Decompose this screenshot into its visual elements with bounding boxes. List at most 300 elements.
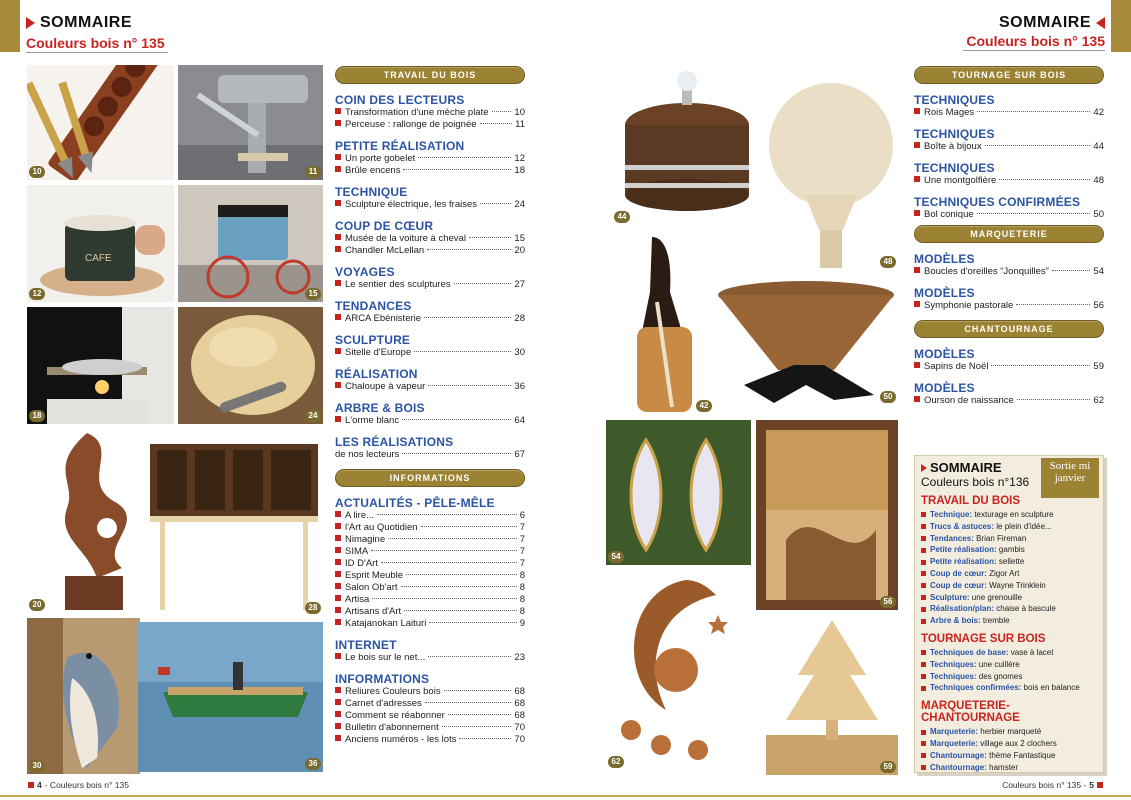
red-square-icon — [335, 687, 341, 693]
photo-abstract-sculpture — [27, 428, 147, 613]
next-issue-entry-value: hamster — [989, 762, 1019, 772]
toc-entry[interactable] — [335, 153, 525, 165]
toc-entry-page: 8 — [519, 606, 525, 617]
next-issue-entry-value: bois en balance — [1023, 683, 1080, 693]
colon-separator: : — [994, 545, 999, 555]
next-issue-entry-value: tremble — [982, 616, 1010, 626]
toc-section-title: RÉALISATION — [335, 367, 418, 381]
toc-entry[interactable] — [335, 245, 525, 257]
dot-leader — [977, 111, 1090, 112]
toc-entry[interactable] — [335, 522, 525, 534]
photo-page-number: 11 — [305, 166, 321, 178]
next-issue-entry-key: Techniques — [930, 659, 974, 669]
toc-section-title: INFORMATIONS — [335, 672, 430, 686]
toc-entry[interactable] — [335, 570, 525, 582]
photo-carving — [178, 307, 323, 424]
banner-marqueterie: MARQUETERIE — [914, 225, 1104, 243]
toc-section-title: SCULPTURE — [335, 333, 411, 347]
toc-entry[interactable] — [335, 510, 525, 522]
toc-section — [914, 127, 1104, 153]
next-issue-entry-key: Marqueterie — [930, 738, 976, 748]
toc-entry[interactable] — [335, 233, 525, 245]
photo-page-number: 42 — [696, 400, 712, 412]
photo-page-number: 20 — [29, 599, 45, 611]
toc-entry-page: 54 — [1093, 266, 1104, 277]
toc-entry-page: 20 — [514, 245, 525, 256]
next-issue-entry-key: Techniques — [930, 671, 974, 681]
toc-entry-page: 36 — [514, 381, 525, 392]
toc-entry-page: 67 — [514, 449, 525, 460]
header-rule — [963, 50, 1105, 51]
next-issue-entry-key: Techniques de base — [930, 647, 1006, 657]
toc-entry-label: A lire... — [345, 510, 375, 521]
dot-leader — [404, 610, 517, 611]
toc-entry[interactable] — [335, 722, 525, 734]
photo-page-number: 59 — [880, 761, 896, 773]
toc-entry[interactable] — [914, 107, 1104, 119]
dot-leader — [977, 213, 1091, 214]
toc-entry-page: 50 — [1093, 209, 1104, 220]
red-square-icon — [921, 741, 926, 746]
toc-section — [914, 195, 1104, 221]
toc-entry-label: SIMA — [345, 546, 369, 557]
toc-entry-page: 7 — [519, 522, 525, 533]
colon-separator: : — [973, 671, 979, 681]
toc-entry-label: Carnet d'adresses — [345, 698, 422, 709]
red-square-icon — [914, 210, 920, 216]
dot-leader — [448, 714, 512, 715]
next-issue-entry-key: Coup de cœur — [930, 568, 985, 578]
next-issue-entry-value: herbier marqueté — [980, 727, 1042, 737]
toc-section-title: TENDANCES — [335, 299, 412, 313]
toc-entry[interactable] — [335, 381, 525, 393]
toc-entry[interactable] — [335, 279, 525, 291]
banner-tournage-sur-bois: TOURNAGE SUR BOIS — [914, 66, 1104, 84]
toc-section — [335, 93, 525, 131]
toc-entry[interactable] — [914, 175, 1104, 187]
next-issue-title: SOMMAIRE — [930, 460, 1002, 475]
toc-entry[interactable] — [914, 266, 1104, 278]
toc-entry-label: de nos lecteurs — [335, 449, 400, 460]
toc-entry-page: 56 — [1093, 300, 1104, 311]
toc-section — [914, 161, 1104, 187]
red-arrow-icon — [26, 17, 35, 29]
red-square-icon — [921, 686, 926, 691]
photo-page-number: 48 — [880, 256, 896, 268]
photo-page-number: 30 — [29, 760, 45, 772]
left-page-header — [26, 14, 168, 53]
toc-entry-label: Boîte à bijoux — [924, 141, 982, 152]
right-footer — [1002, 780, 1103, 790]
red-square-icon — [335, 619, 341, 625]
next-issue-entry — [921, 682, 1097, 694]
next-issue-entry — [921, 580, 1097, 592]
toc-section — [335, 333, 525, 359]
red-square-icon — [335, 246, 341, 252]
red-square-icon — [335, 607, 341, 613]
toc-entry[interactable] — [335, 734, 525, 746]
toc-entry-page: 62 — [1093, 395, 1104, 406]
toc-entry[interactable] — [335, 546, 525, 558]
photo-nuthatch — [27, 618, 140, 774]
photo-page-number: 10 — [29, 166, 45, 178]
photo-cabinet — [145, 436, 323, 616]
dot-leader — [402, 419, 511, 420]
colon-separator: : — [994, 557, 999, 567]
dot-leader — [372, 598, 516, 599]
next-issue-group-title: TOURNAGE SUR BOIS — [921, 632, 1046, 645]
red-square-icon — [921, 571, 926, 576]
dot-leader — [427, 249, 511, 250]
red-square-icon — [914, 301, 920, 307]
next-issue-box — [914, 455, 1104, 773]
red-square-icon — [921, 650, 926, 655]
dot-leader — [991, 365, 1090, 366]
red-square-icon — [335, 416, 341, 422]
right-header-title: SOMMAIRE — [999, 14, 1091, 31]
toc-section-title: ACTUALITÉS - PÊLE-MÊLE — [335, 496, 495, 510]
next-issue-entry — [921, 762, 1097, 774]
toc-entry[interactable] — [335, 698, 525, 710]
right-header-subtitle: Couleurs bois n° 135 — [966, 33, 1105, 49]
next-issue-entry-value: texturage en sculpture — [974, 510, 1054, 519]
red-square-icon — [335, 653, 341, 659]
toc-section-title: VOYAGES — [335, 265, 395, 279]
toc-entry-page: 8 — [519, 570, 525, 581]
toc-entry-page: 11 — [515, 119, 525, 130]
next-issue-subtitle: Couleurs bois n°136 — [921, 475, 1030, 489]
next-issue-groups — [921, 495, 1097, 773]
photo-page-number: 12 — [29, 288, 45, 300]
toc-left-sections-2 — [335, 496, 525, 746]
toc-section-title: MODÈLES — [914, 347, 975, 361]
colon-separator: : — [984, 580, 990, 590]
next-issue-entry-key: Petite réalisation — [930, 557, 995, 567]
dot-leader — [381, 562, 517, 563]
toc-entry-label: Sculpture électrique, les fraises — [345, 199, 478, 210]
next-issue-entry-key: Marqueterie — [930, 727, 976, 737]
red-square-icon — [335, 595, 341, 601]
toc-entry-label: Artisa — [345, 594, 370, 605]
red-arrow-icon — [921, 464, 927, 472]
next-issue-entry-value: Wayne Trinklein — [989, 580, 1046, 590]
red-square-icon — [914, 267, 920, 273]
dot-leader — [459, 738, 511, 739]
next-issue-entry — [921, 659, 1097, 671]
red-square-icon — [335, 571, 341, 577]
banner-travail-du-bois: TRAVAIL DU BOIS — [335, 66, 525, 84]
toc-entry[interactable] — [335, 582, 525, 594]
toc-section-title: INTERNET — [335, 638, 397, 652]
next-issue-entry-key: Technique — [930, 510, 970, 519]
banner-informations: INFORMATIONS — [335, 469, 525, 487]
toc-entry[interactable] — [335, 652, 525, 664]
photo-steam-boat — [138, 622, 323, 772]
toc-entry-label: Salon Ob'art — [345, 582, 398, 593]
photo-page-number: 54 — [608, 551, 624, 563]
red-square-icon — [914, 362, 920, 368]
dot-leader — [388, 538, 517, 539]
next-issue-entry — [921, 671, 1097, 683]
red-square-icon — [921, 548, 926, 553]
banner-chantournage: CHANTOURNAGE — [914, 320, 1104, 338]
next-issue-entry-key: Trucs & astuces — [930, 521, 992, 531]
left-page-number: 4 — [37, 780, 42, 790]
toc-left-sections-1 — [335, 93, 525, 461]
toc-section — [335, 139, 525, 177]
next-issue-entry-value: chaise à bascule — [996, 604, 1056, 614]
red-square-icon — [914, 176, 920, 182]
toc-entry[interactable] — [335, 686, 525, 698]
toc-right-sections-1 — [914, 93, 1104, 221]
photo-drill-bits — [27, 65, 174, 180]
toc-entry[interactable] — [335, 594, 525, 606]
colon-separator: : — [975, 727, 981, 737]
photo-page-number: 15 — [305, 288, 321, 300]
next-issue-entry-value: sellette — [998, 557, 1025, 567]
toc-entry[interactable] — [914, 395, 1104, 407]
photo-page-number: 56 — [880, 596, 896, 608]
dot-leader — [480, 203, 511, 204]
toc-entry-page: 68 — [514, 698, 525, 709]
toc-entry-label: Bulletin d'abonnement — [345, 722, 439, 733]
toc-entry[interactable] — [335, 119, 525, 131]
red-square-icon — [335, 735, 341, 741]
photo-drill-press — [178, 65, 323, 180]
red-square-icon — [914, 108, 920, 114]
toc-section-title: TECHNIQUES — [914, 93, 995, 107]
next-issue-entry-value: vase à lacet — [1010, 647, 1054, 657]
right-page-header — [963, 14, 1105, 51]
dot-leader — [444, 690, 512, 691]
dot-leader — [429, 622, 516, 623]
header-rule — [26, 52, 168, 53]
next-issue-entry-value: village aux 2 clochers — [980, 738, 1057, 748]
dot-leader — [428, 656, 511, 657]
toc-entry-label: Sitelle d'Europe — [345, 347, 412, 358]
dot-leader — [414, 351, 511, 352]
left-footer — [28, 780, 129, 790]
dot-leader — [454, 283, 512, 284]
next-issue-group-title: TRAVAIL DU BOIS — [921, 495, 1021, 507]
red-square-icon — [335, 699, 341, 705]
toc-entry-page: 8 — [519, 582, 525, 593]
toc-section — [335, 496, 525, 630]
red-square-icon — [921, 619, 926, 624]
right-edge-tab — [1111, 0, 1131, 52]
next-issue-entry-key: Chantournage — [930, 750, 985, 760]
next-issue-entry-key: Coup de cœur — [930, 580, 985, 590]
dot-leader — [421, 526, 517, 527]
toc-entry-label: Chandler McLellan — [345, 245, 425, 256]
dot-leader — [424, 317, 511, 318]
toc-entry-page: 64 — [514, 415, 525, 426]
red-square-icon — [335, 108, 341, 114]
toc-entry[interactable] — [335, 618, 525, 630]
photo-marquetry — [756, 420, 898, 610]
dot-leader — [1016, 304, 1090, 305]
toc-entry-page: 70 — [514, 734, 525, 745]
photo-page-number: 36 — [305, 758, 321, 770]
toc-entry-page: 9 — [519, 618, 525, 629]
toc-entry-label: Brûle encens — [345, 165, 401, 176]
toc-entry-label: l'Art au Quotidien — [345, 522, 418, 533]
toc-section — [335, 265, 525, 291]
toc-entry-page: 12 — [514, 153, 525, 164]
toc-entry-label: Chaloupe à vapeur — [345, 381, 426, 392]
red-square-icon — [335, 535, 341, 541]
toc-entry[interactable] — [335, 606, 525, 618]
next-issue-entry-value: le plein d'idée... — [996, 521, 1052, 531]
red-square-icon — [921, 560, 926, 565]
toc-section — [335, 435, 525, 461]
toc-entry-label: Esprit Meuble — [345, 570, 404, 581]
dot-leader — [985, 145, 1091, 146]
toc-entry[interactable] — [335, 449, 525, 461]
red-square-icon — [335, 280, 341, 286]
red-square-icon — [335, 547, 341, 553]
photo-magi-figure — [612, 232, 714, 414]
toc-entry-page: 6 — [519, 510, 525, 521]
photo-earrings — [606, 420, 751, 565]
red-square-icon — [921, 583, 926, 588]
next-issue-entry — [921, 750, 1097, 762]
red-square-icon — [921, 730, 926, 735]
next-issue-entry — [921, 509, 1097, 521]
dot-leader — [999, 179, 1090, 180]
red-square-icon — [335, 348, 341, 354]
toc-entry-page: 27 — [514, 279, 525, 290]
toc-entry[interactable] — [914, 300, 1104, 312]
red-square-icon — [335, 711, 341, 717]
red-square-icon — [335, 200, 341, 206]
next-issue-entry-value: Zigor Art — [989, 568, 1020, 578]
dot-leader — [1052, 270, 1091, 271]
next-issue-entry — [921, 603, 1097, 615]
toc-entry-label: Musée de la voiture à cheval — [345, 233, 466, 244]
toc-entry[interactable] — [914, 141, 1104, 153]
red-square-icon — [335, 120, 341, 126]
next-issue-entry — [921, 738, 1097, 750]
colon-separator: : — [984, 750, 990, 760]
red-square-icon — [335, 723, 341, 729]
photo-page-number: 28 — [305, 602, 321, 614]
photo-page-number: 44 — [614, 211, 630, 223]
toc-entry[interactable] — [335, 347, 525, 359]
toc-section — [335, 672, 525, 746]
next-issue-entry-key: Arbre & bois — [930, 616, 979, 626]
dot-leader — [442, 726, 512, 727]
colon-separator: : — [971, 533, 977, 543]
toc-right-column — [914, 66, 1104, 415]
toc-entry-page: 68 — [514, 686, 525, 697]
toc-entry-page: 48 — [1093, 175, 1104, 186]
red-square-icon — [921, 607, 926, 612]
toc-section-title: LES RÉALISATIONS — [335, 435, 454, 449]
toc-entry[interactable] — [914, 361, 1104, 373]
toc-entry-page: 7 — [519, 546, 525, 557]
toc-entry-page: 30 — [514, 347, 525, 358]
toc-entry[interactable] — [335, 199, 525, 211]
toc-entry-page: 28 — [514, 313, 525, 324]
toc-entry[interactable] — [335, 534, 525, 546]
colon-separator: : — [966, 592, 972, 602]
left-header-subtitle: Couleurs bois n° 135 — [26, 35, 165, 51]
dot-leader — [469, 237, 511, 238]
dot-leader — [1017, 399, 1091, 400]
red-square-icon — [335, 382, 341, 388]
toc-entry-page: 44 — [1093, 141, 1104, 152]
toc-entry[interactable] — [914, 209, 1104, 221]
toc-section — [335, 219, 525, 257]
toc-section-title: COUP DE CŒUR — [335, 219, 434, 233]
toc-entry[interactable] — [335, 165, 525, 177]
svg-text:CAFE: CAFE — [85, 253, 112, 264]
photo-jewelry-box — [612, 65, 762, 225]
red-square-icon — [335, 314, 341, 320]
red-square-icon — [1097, 782, 1103, 788]
colon-separator: : — [1005, 647, 1011, 657]
red-square-icon — [335, 559, 341, 565]
toc-section-title: TECHNIQUES — [914, 161, 995, 175]
toc-entry-page: 7 — [519, 558, 525, 569]
next-issue-entry — [921, 568, 1097, 580]
toc-entry[interactable] — [335, 313, 525, 325]
next-issue-entry — [921, 726, 1097, 738]
red-square-icon — [921, 536, 926, 541]
toc-entry-label: Le bois sur le net... — [345, 652, 426, 663]
dot-leader — [418, 157, 511, 158]
colon-separator: : — [984, 762, 990, 772]
toc-entry-label: Comment se réabonner — [345, 710, 445, 721]
toc-entry-label: Rois Mages — [924, 107, 975, 118]
left-footer-text: - Couleurs bois n° 135 — [44, 780, 129, 790]
dot-leader — [480, 123, 513, 124]
dot-leader — [425, 702, 512, 703]
next-issue-entry-value: une grenouille — [971, 592, 1023, 602]
toc-section-title: COIN DES LECTEURS — [335, 93, 465, 107]
toc-section — [335, 638, 525, 664]
toc-entry-page: 18 — [514, 165, 525, 176]
toc-entry[interactable] — [335, 558, 525, 570]
toc-section — [914, 347, 1104, 373]
photo-page-number: 62 — [608, 756, 624, 768]
photo-cup-holder — [27, 185, 174, 302]
toc-entry-label: Ourson de naissance — [924, 395, 1014, 406]
red-arrow-icon — [1096, 17, 1105, 29]
next-issue-entry — [921, 533, 1097, 545]
toc-section — [914, 93, 1104, 119]
toc-section-title: TECHNIQUES — [914, 127, 995, 141]
toc-entry[interactable] — [335, 107, 525, 119]
red-square-icon — [335, 583, 341, 589]
toc-entry-label: Une montgolfière — [924, 175, 997, 186]
toc-entry[interactable] — [335, 415, 525, 427]
toc-entry-label: ID D'Art — [345, 558, 378, 569]
red-square-icon — [921, 524, 926, 529]
dot-leader — [406, 574, 517, 575]
toc-section — [335, 299, 525, 325]
next-issue-entry-key: Chantournage — [930, 762, 985, 772]
next-issue-entry-key: Tendances — [930, 533, 972, 543]
toc-section-title: TECHNIQUES CONFIRMÉES — [914, 195, 1081, 209]
next-issue-entry-value: thème Fantastique — [989, 750, 1056, 760]
dot-leader — [377, 514, 517, 515]
toc-entry-page: 23 — [514, 652, 525, 663]
toc-entry-label: Perceuse : rallonge de poignée — [345, 119, 477, 130]
red-square-icon — [335, 154, 341, 160]
toc-entry[interactable] — [335, 710, 525, 722]
